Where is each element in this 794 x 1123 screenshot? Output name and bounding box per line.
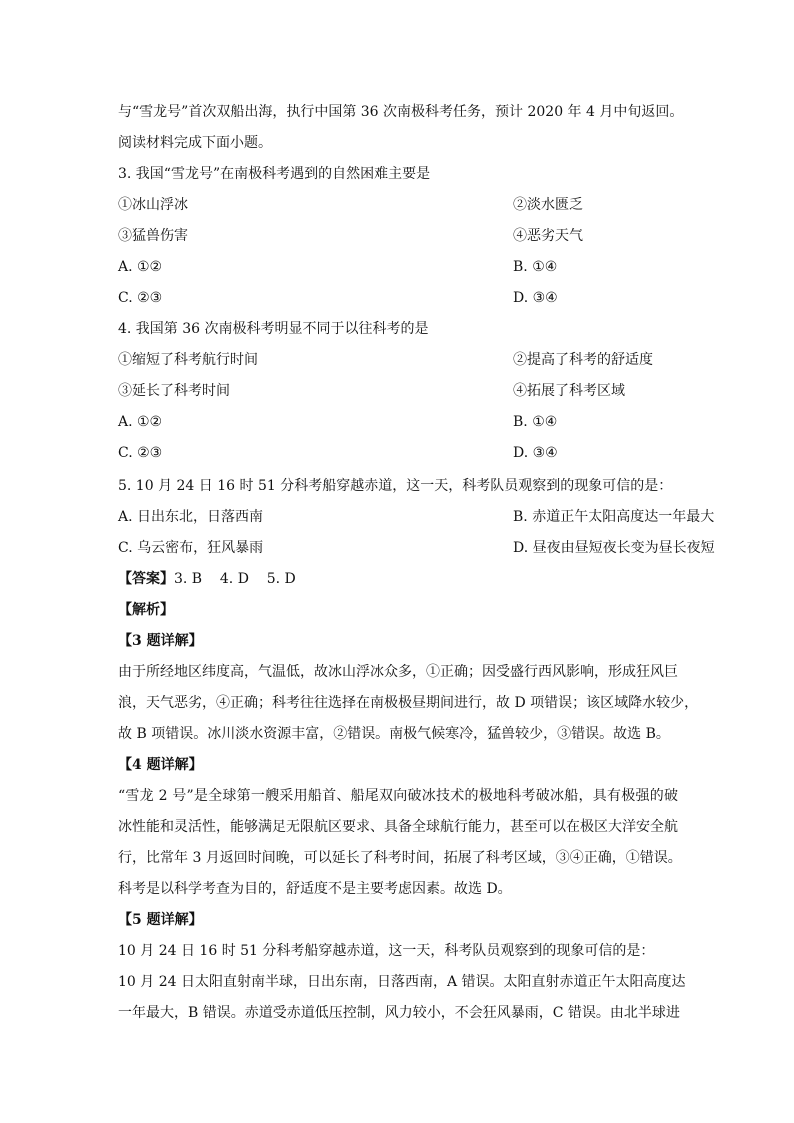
choice: A. 日出东北，日落西南 xyxy=(118,509,264,525)
detail-heading: 【4 题详解】 xyxy=(118,757,203,773)
choice-row xyxy=(118,288,678,308)
choice: D. ③④ xyxy=(513,290,558,306)
question-stem: 5. 10 月 24 日 16 时 51 分科考船穿越赤道，这一天，科考队员观察到的现象可信的是： xyxy=(118,478,673,494)
answer-line xyxy=(118,569,678,589)
choice-row xyxy=(118,507,715,527)
statement: ①缩短了科考航行时间 xyxy=(118,352,258,368)
choice: C. 乌云密布，狂风暴雨 xyxy=(118,540,264,556)
choice-row xyxy=(118,443,678,463)
question-stem: 3. 我国“雪龙号”在南极科考遇到的自然困难主要是 xyxy=(118,166,431,182)
detail-line: 浪，天气恶劣，④正确；科考往往选择在南极极昼期间进行，故 D 项错误；该区域降水较少， xyxy=(118,695,699,711)
detail-line: 科考是以科学考查为目的，舒适度不是主要考虑因素。故选 D。 xyxy=(118,881,512,897)
statement: ④拓展了科考区域 xyxy=(513,383,625,399)
question-stem: 4. 我国第 36 次南极科考明显不同于以往科考的是 xyxy=(118,321,429,337)
statement: ②淡水匮乏 xyxy=(513,197,583,213)
detail-line: 10 月 24 日太阳直射南半球，日出东南，日落西南，A 错误。太阳直射赤道正午太阳高度达 xyxy=(118,974,686,990)
statement: ③猛兽伤害 xyxy=(118,228,188,244)
choice-row xyxy=(118,412,678,432)
choice-row xyxy=(118,538,715,558)
choice: D. 昼夜由昼短夜长变为昼长夜短 xyxy=(513,540,715,556)
choice: D. ③④ xyxy=(513,445,558,461)
statement-row xyxy=(118,195,678,215)
answer-label: 【答案】 xyxy=(118,571,174,587)
detail-line: 10 月 24 日 16 时 51 分科考船穿越赤道，这一天，科考队员观察到的现象可信的是： xyxy=(118,943,655,959)
choice: A. ①② xyxy=(118,259,163,275)
answer-text: 3. B 4. D 5. D xyxy=(174,571,296,587)
choice: A. ①② xyxy=(118,414,163,430)
detail-line: 由于所经地区纬度高，气温低，故冰山浮冰众多，①正确；因受盛行西风影响，形成狂风巨 xyxy=(118,664,678,680)
choice: B. ①④ xyxy=(513,414,558,430)
detail-line: 冰性能和灵活性，能够满足无限航区要求、具备全球航行能力，甚至可以在极区大洋安全航 xyxy=(118,819,678,835)
statement-row xyxy=(118,350,678,370)
choice: B. 赤道正午太阳高度达一年最大 xyxy=(513,509,715,525)
statement: ①冰山浮冰 xyxy=(118,197,188,213)
detail-line: 一年最大，B 错误。赤道受赤道低压控制，风力较小，不会狂风暴雨，C 错误。由北半球进 xyxy=(118,1005,680,1021)
choice-row xyxy=(118,257,678,277)
choice: C. ②③ xyxy=(118,445,163,461)
statement-row xyxy=(118,226,678,246)
detail-line: “雪龙 2 号”是全球第一艘采用船首、船尾双向破冰技术的极地科考破冰船，具有极强的破 xyxy=(118,788,678,804)
detail-heading: 【5 题详解】 xyxy=(118,912,203,928)
statement: ③延长了科考时间 xyxy=(118,383,230,399)
choice: B. ①④ xyxy=(513,259,558,275)
detail-line: 行，比常年 3 月返回时间晚，可以延长了科考时间，拓展了科考区域，③④正确，①错误。 xyxy=(118,850,682,866)
statement-row xyxy=(118,381,678,401)
intro-line: 阅读材料完成下面小题。 xyxy=(118,135,272,151)
choice: C. ②③ xyxy=(118,290,163,306)
intro-line: 与“雪龙号”首次双船出海，执行中国第 36 次南极科考任务，预计 2020 年 4 月中旬返回。 xyxy=(118,104,684,120)
detail-heading: 【3 题详解】 xyxy=(118,633,203,649)
analysis-label: 【解析】 xyxy=(118,602,174,618)
statement: ②提高了科考的舒适度 xyxy=(513,352,653,368)
statement: ④恶劣天气 xyxy=(513,228,583,244)
detail-line: 故 B 项错误。冰川淡水资源丰富，②错误。南极气候寒冷，猛兽较少，③错误。故选 B。 xyxy=(118,726,670,742)
